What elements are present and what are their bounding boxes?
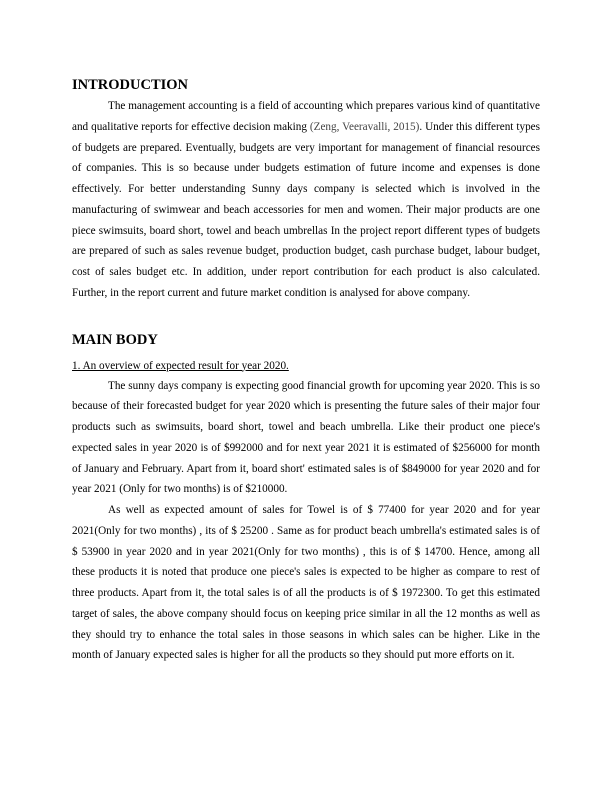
citation: (Zeng, Veeravalli, 2015) — [309, 120, 420, 133]
main-body-heading: MAIN BODY — [72, 331, 158, 348]
introduction-heading: INTRODUCTION — [72, 77, 189, 93]
intro-text-start: The management accounting is a field of accounting which prepares various kind of quantitative and qualitative reports for effective decision making — [72, 100, 540, 133]
main-body-paragraph-1: The sunny days company is expecting good financial growth for upcoming year 2020. This is so because of their forecasted budget for year 2020 which is presenting the future sales of their major four products such as swimsuits, board short, towel and beach umbrella. Like their product one piece's expected sales in year 2020 is of $992000 and for next year 2021 it is estimated of $256000 for month of January and February. Apart from it, board short' estimated sales is of $849000 for year 2020 and for year 2021 (Only for two months) is of $210000. — [72, 379, 540, 496]
main-body-paragraph-2: As well as expected amount of sales for Towel is of $ 77400 for year 2020 and for year 2021(Only for two months) , its of $ 25200 . Same as for product beach umbrella's estimated sales is of $ 53900 in year 2020 and in year 2021(Only for two months) , this is of $ 14700. Hence, among all these products it is noted that produce one piece's sales is expected to be higher as compare to rest of three products. Apart from it, the total sales is of all the products is of $ 1972300. To get this estimated target of sales, the above company should focus on keeping price similar in all the 12 months as well as they should try to enhance the total sales in those seasons in which sales can be higher. Like in the month of January expected sales is higher for all the products so they should put more efforts on it. — [72, 504, 540, 662]
section-subheading: 1. An overview of expected result for year 2020. — [72, 359, 289, 372]
introduction-paragraph — [72, 96, 540, 304]
intro-text-end: . Under this different types of budgets are prepared. Eventually, budgets are very important for management of financial resources of companies. This is so because under budgets estimation of future income and expenses is done effectively. For better understanding Sunny days company is selected which is involved in the manufacturing of swimwear and beach accessories for men and women. Their major products are one piece swimsuits, board short, towel and beach umbrellas In the project report different types of budgets are prepared of such as sales revenue budget, production budget, cash purchase budget, labour budget, cost of sales budget etc. In addition, under report contribution for each product is also calculated. Further, in the report current and future market condition is analysed for above company. — [72, 120, 540, 299]
document-page — [72, 74, 540, 666]
